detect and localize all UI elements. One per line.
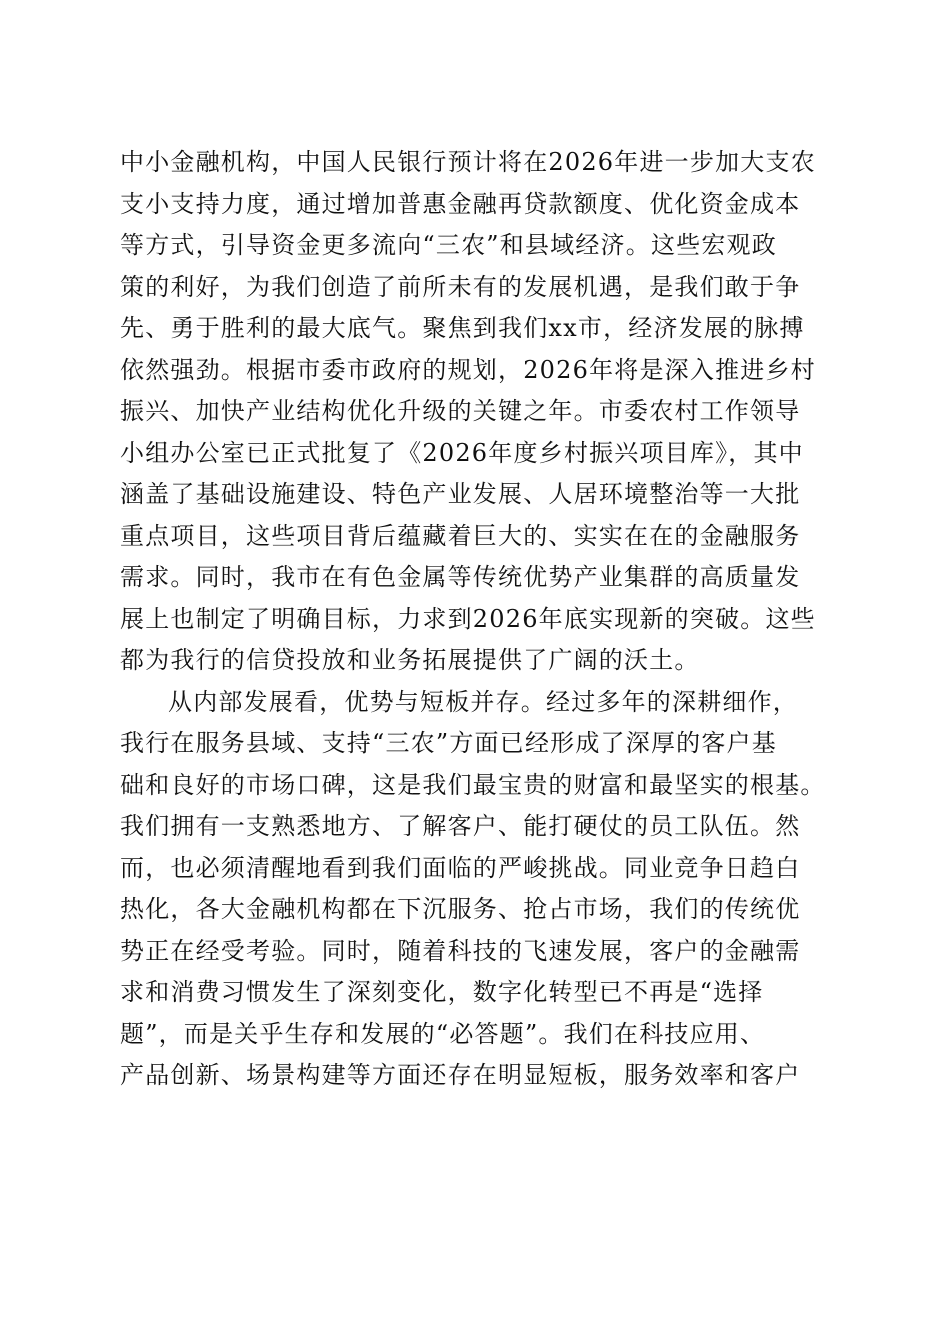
text-line: 支小支持力度，通过增加普惠金融再贷款额度、优化资金成本 bbox=[120, 189, 801, 218]
text-line: 中小金融机构，中国人民银行预计将在2026年进一步加大支农 bbox=[120, 148, 816, 176]
text-line: 先、勇于胜利的最大底气。聚焦到我们xx市，经济发展的脉搏 bbox=[120, 314, 805, 342]
text-line: 产品创新、场景构建等方面还存在明显短板，服务效率和客户 bbox=[120, 1061, 801, 1089]
text-line: 依然强劲。根据市委市政府的规划，2026年将是深入推进乡村 bbox=[120, 355, 816, 384]
text-line: 重点项目，这些项目背后蕴藏着巨大的、实实在在的金融服务 bbox=[120, 521, 801, 550]
text-line: 策的利好，为我们创造了前所未有的发展机遇，是我们敢于争 bbox=[120, 272, 801, 301]
text-line: 小组办公室已正式批复了《2026年度乡村振兴项目库》，其中 bbox=[120, 438, 804, 467]
text-line: 热化，各大金融机构都在下沉服务、抢占市场，我们的传统优 bbox=[120, 895, 801, 923]
text-line: 我行在服务县域、支持“三农”方面已经形成了深厚的客户基 bbox=[120, 729, 777, 757]
text-line: 涵盖了基础设施建设、特色产业发展、人居环境整治等一大批 bbox=[120, 480, 801, 508]
text-line: 展上也制定了明确目标，力求到2026年底实现新的突破。这些 bbox=[120, 604, 816, 633]
text-line: 等方式，引导资金更多流向“三农”和县域经济。这些宏观政 bbox=[120, 231, 777, 259]
text-line: 我们拥有一支熟悉地方、了解客户、能打硬仗的员工队伍。然 bbox=[120, 812, 801, 840]
text-line: 需求。同时，我市在有色金属等传统优势产业集群的高质量发 bbox=[120, 563, 801, 591]
text-line: 础和良好的市场口碑，这是我们最宝贵的财富和最坚实的根基。 bbox=[120, 770, 826, 799]
paragraph-start-line: 从内部发展看，优势与短板并存。经过多年的深耕细作， bbox=[168, 687, 798, 716]
text-line: 势正在经受考验。同时，随着科技的飞速发展，客户的金融需 bbox=[120, 936, 801, 965]
text-line: 而，也必须清醒地看到我们面临的严峻挑战。同业竞争日趋白 bbox=[120, 853, 801, 882]
text-line: 都为我行的信贷投放和业务拓展提供了广阔的沃土。 bbox=[120, 646, 700, 674]
text-line: 题”，而是关乎生存和发展的“必答题”。我们在科技应用、 bbox=[120, 1019, 766, 1048]
text-line: 求和消费习惯发生了深刻变化，数字化转型已不再是“选择 bbox=[120, 978, 764, 1006]
body-text bbox=[120, 142, 840, 1097]
text-line: 振兴、加快产业结构优化升级的关键之年。市委农村工作领导 bbox=[120, 397, 801, 425]
